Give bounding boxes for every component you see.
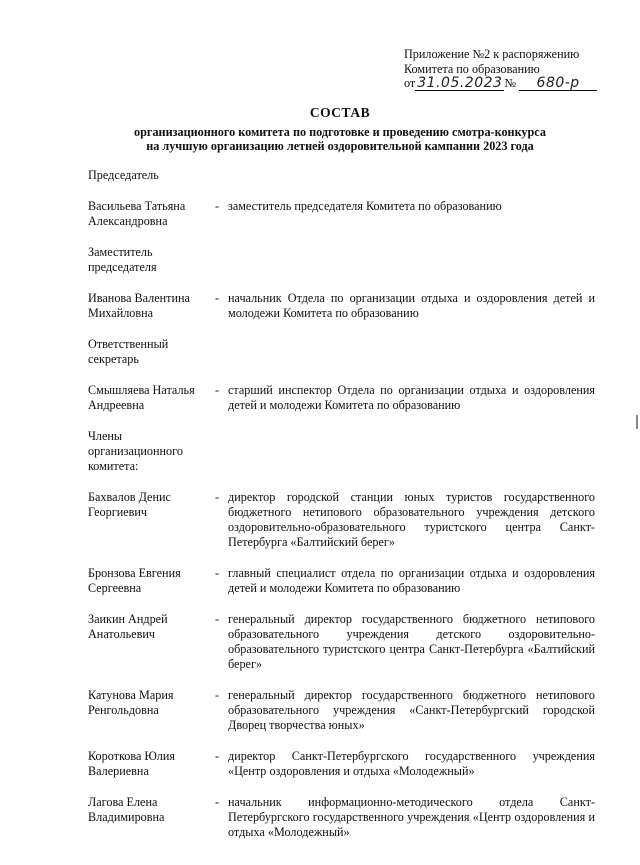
member-name: Смышляева Наталья Андреевна [88,383,195,412]
member-position: заместитель председателя Комитета по образованию [228,199,502,213]
member-name: Заикин Андрей Анатольевич [88,612,168,641]
member-row [88,383,608,413]
title-line-1: организационного комитета по подготовке и проведению смотра-конкурса [134,125,546,139]
dash-separator: - [214,490,220,504]
dash-separator: - [214,566,220,580]
title-heading: СОСТАВ [309,105,371,120]
member-position: генеральный директор государственного бюджетного нетипового образовательного учреждения «Санкт-Петербургский городской Дворец творчества юных» [228,688,595,732]
member-name: Катунова Мария Ренгольдовна [88,688,174,717]
member-row [88,490,608,550]
member-name: Иванова Валентина Михайловна [88,291,190,320]
member-position: главный специалист отдела по организации отдыха и оздоровления детей и молодежи Комитета по образованию [228,566,595,595]
dash-separator: - [214,749,220,763]
dash-separator: - [214,612,220,626]
annex-number-label: № [504,76,517,90]
annex-number-handwritten: 680-р [519,77,597,91]
scan-artifact-mark [636,415,638,429]
annex-from-label: от [404,76,416,90]
member-name: Бахвалов Денис Георгиевич [88,490,171,519]
dash-separator: - [214,291,220,305]
member-position: начальник информационно-методического отдела Санкт-Петербургского государственного учреждения «Центр оздоровления и отдыха «Молодежный» [228,795,595,839]
member-name: Лагова Елена Владимировна [88,795,165,824]
dash-separator: - [214,199,220,213]
member-position: генеральный директор государственного бюджетного нетипового образовательного учреждения детского оздоровительно-образовательного туристского центра Санкт-Петербурга «Балтийский берег» [228,612,595,671]
member-row [88,566,608,596]
member-row [88,199,608,229]
title-line-2: на лучшую организацию летней оздоровительной кампании 2023 года [146,139,534,153]
annex-date-line [404,76,604,91]
annex-date-handwritten: 31.05.2023 [417,75,503,91]
member-row [88,749,608,779]
member-name: Бронзова Евгения Сергеевна [88,566,181,595]
annex-line-2: Комитета по образованию [404,61,540,76]
annex-header [404,47,604,91]
dash-separator: - [214,795,220,809]
member-row [88,612,608,672]
document-title [80,105,600,153]
member-row [88,688,608,733]
member-position: директор Санкт-Петербургского государственного учреждения «Центр оздоровления и отдыха «Молодежный» [228,749,595,778]
role-chair: Председатель [88,168,159,182]
member-position: начальник Отдела по организации отдыха и оздоровления детей и молодежи Комитета по образованию [228,291,595,320]
dash-separator: - [214,688,220,702]
member-row [88,795,608,840]
committee-list [88,168,608,856]
dash-separator: - [214,383,220,397]
member-position: старший инспектор Отдела по организации отдыха и оздоровления детей и молодежи Комитета по образованию [228,383,595,412]
role-deputy: Заместитель председателя [88,245,157,274]
role-members: Члены организационного комитета: [88,429,183,473]
member-row [88,291,608,321]
member-name: Короткова Юлия Валериевна [88,749,175,778]
annex-line-1: Приложение №2 к распоряжению [404,47,580,61]
member-name: Васильева Татьяна Александровна [88,199,186,228]
role-secretary: Ответственный секретарь [88,337,169,366]
member-position: директор городской станции юных туристов государственного бюджетного нетипового образовательного учреждения детского оздоровительно-образовательного туристского центра Санкт-Петербурга «Балтийский берег» [228,490,595,549]
